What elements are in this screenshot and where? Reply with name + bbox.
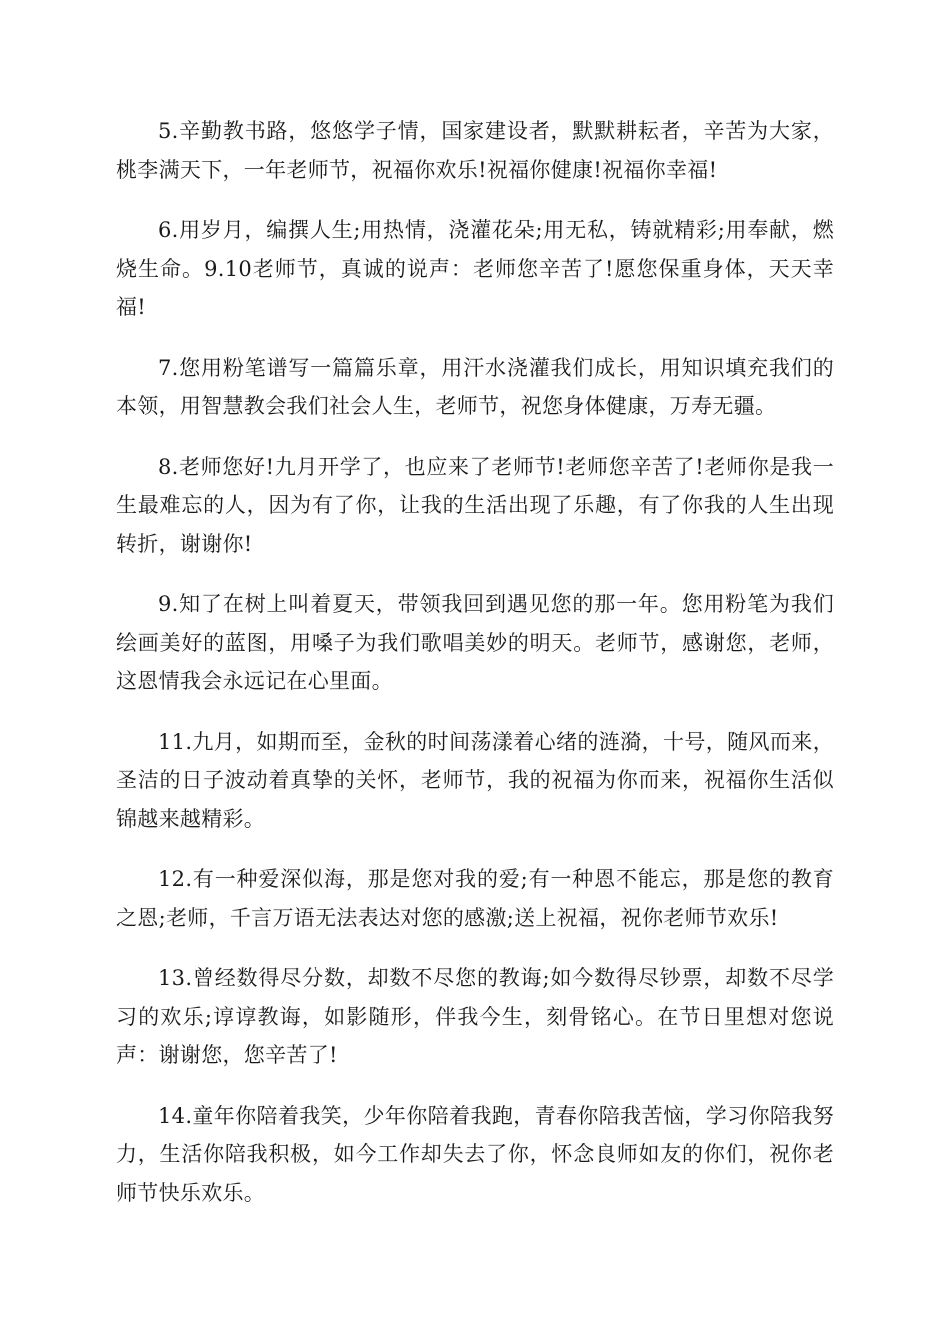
paragraph-11: 11.九月，如期而至，金秋的时间荡漾着心绪的涟漪，十号，随风而来，圣洁的日子波动着真挚的关怀，老师节，我的祝福为你而来，祝福你生活似锦越来越精彩。 xyxy=(116,729,834,831)
paragraph-7: 7.您用粉笔谱写一篇篇乐章，用汗水浇灌我们成长，用知识填充我们的本领，用智慧教会我们社会人生，老师节，祝您身体健康，万寿无疆。 xyxy=(116,355,834,418)
paragraph-12: 12.有一种爱深似海，那是您对我的爱;有一种恩不能忘，那是您的教育之恩;老师，千言万语无法表达对您的感激;送上祝福，祝你老师节欢乐! xyxy=(116,867,834,930)
document-body xyxy=(116,112,834,1234)
paragraph-6: 6.用岁月，编撰人生;用热情，浇灌花朵;用无私，铸就精彩;用奉献，燃烧生命。9.10老师节，真诚的说声：老师您辛苦了!愿您保重身体，天天幸福! xyxy=(116,218,834,319)
paragraph-8: 8.老师您好!九月开学了，也应来了老师节!老师您辛苦了!老师你是我一生最难忘的人，因为有了你，让我的生活出现了乐趣，有了你我的人生出现转折，谢谢你! xyxy=(116,454,834,556)
paragraph-13: 13.曾经数得尽分数，却数不尽您的教诲;如今数得尽钞票，却数不尽学习的欢乐;谆谆教诲，如影随形，伴我今生，刻骨铭心。在节日里想对您说声：谢谢您，您辛苦了! xyxy=(116,966,834,1067)
paragraph-9: 9.知了在树上叫着夏天，带领我回到遇见您的那一年。您用粉笔为我们绘画美好的蓝图，用嗓子为我们歌唱美妙的明天。老师节，感谢您，老师，这恩情我会永远记在心里面。 xyxy=(116,592,834,693)
paragraph-5: 5.辛勤教书路，悠悠学子情，国家建设者，默默耕耘者，辛苦为大家，桃李满天下，一年老师节，祝福你欢乐!祝福你健康!祝福你幸福! xyxy=(116,119,834,182)
paragraph-14: 14.童年你陪着我笑，少年你陪着我跑，青春你陪我苦恼，学习你陪我努力，生活你陪我积极，如今工作却失去了你，怀念良师如友的你们，祝你老师节快乐欢乐。 xyxy=(116,1103,834,1205)
